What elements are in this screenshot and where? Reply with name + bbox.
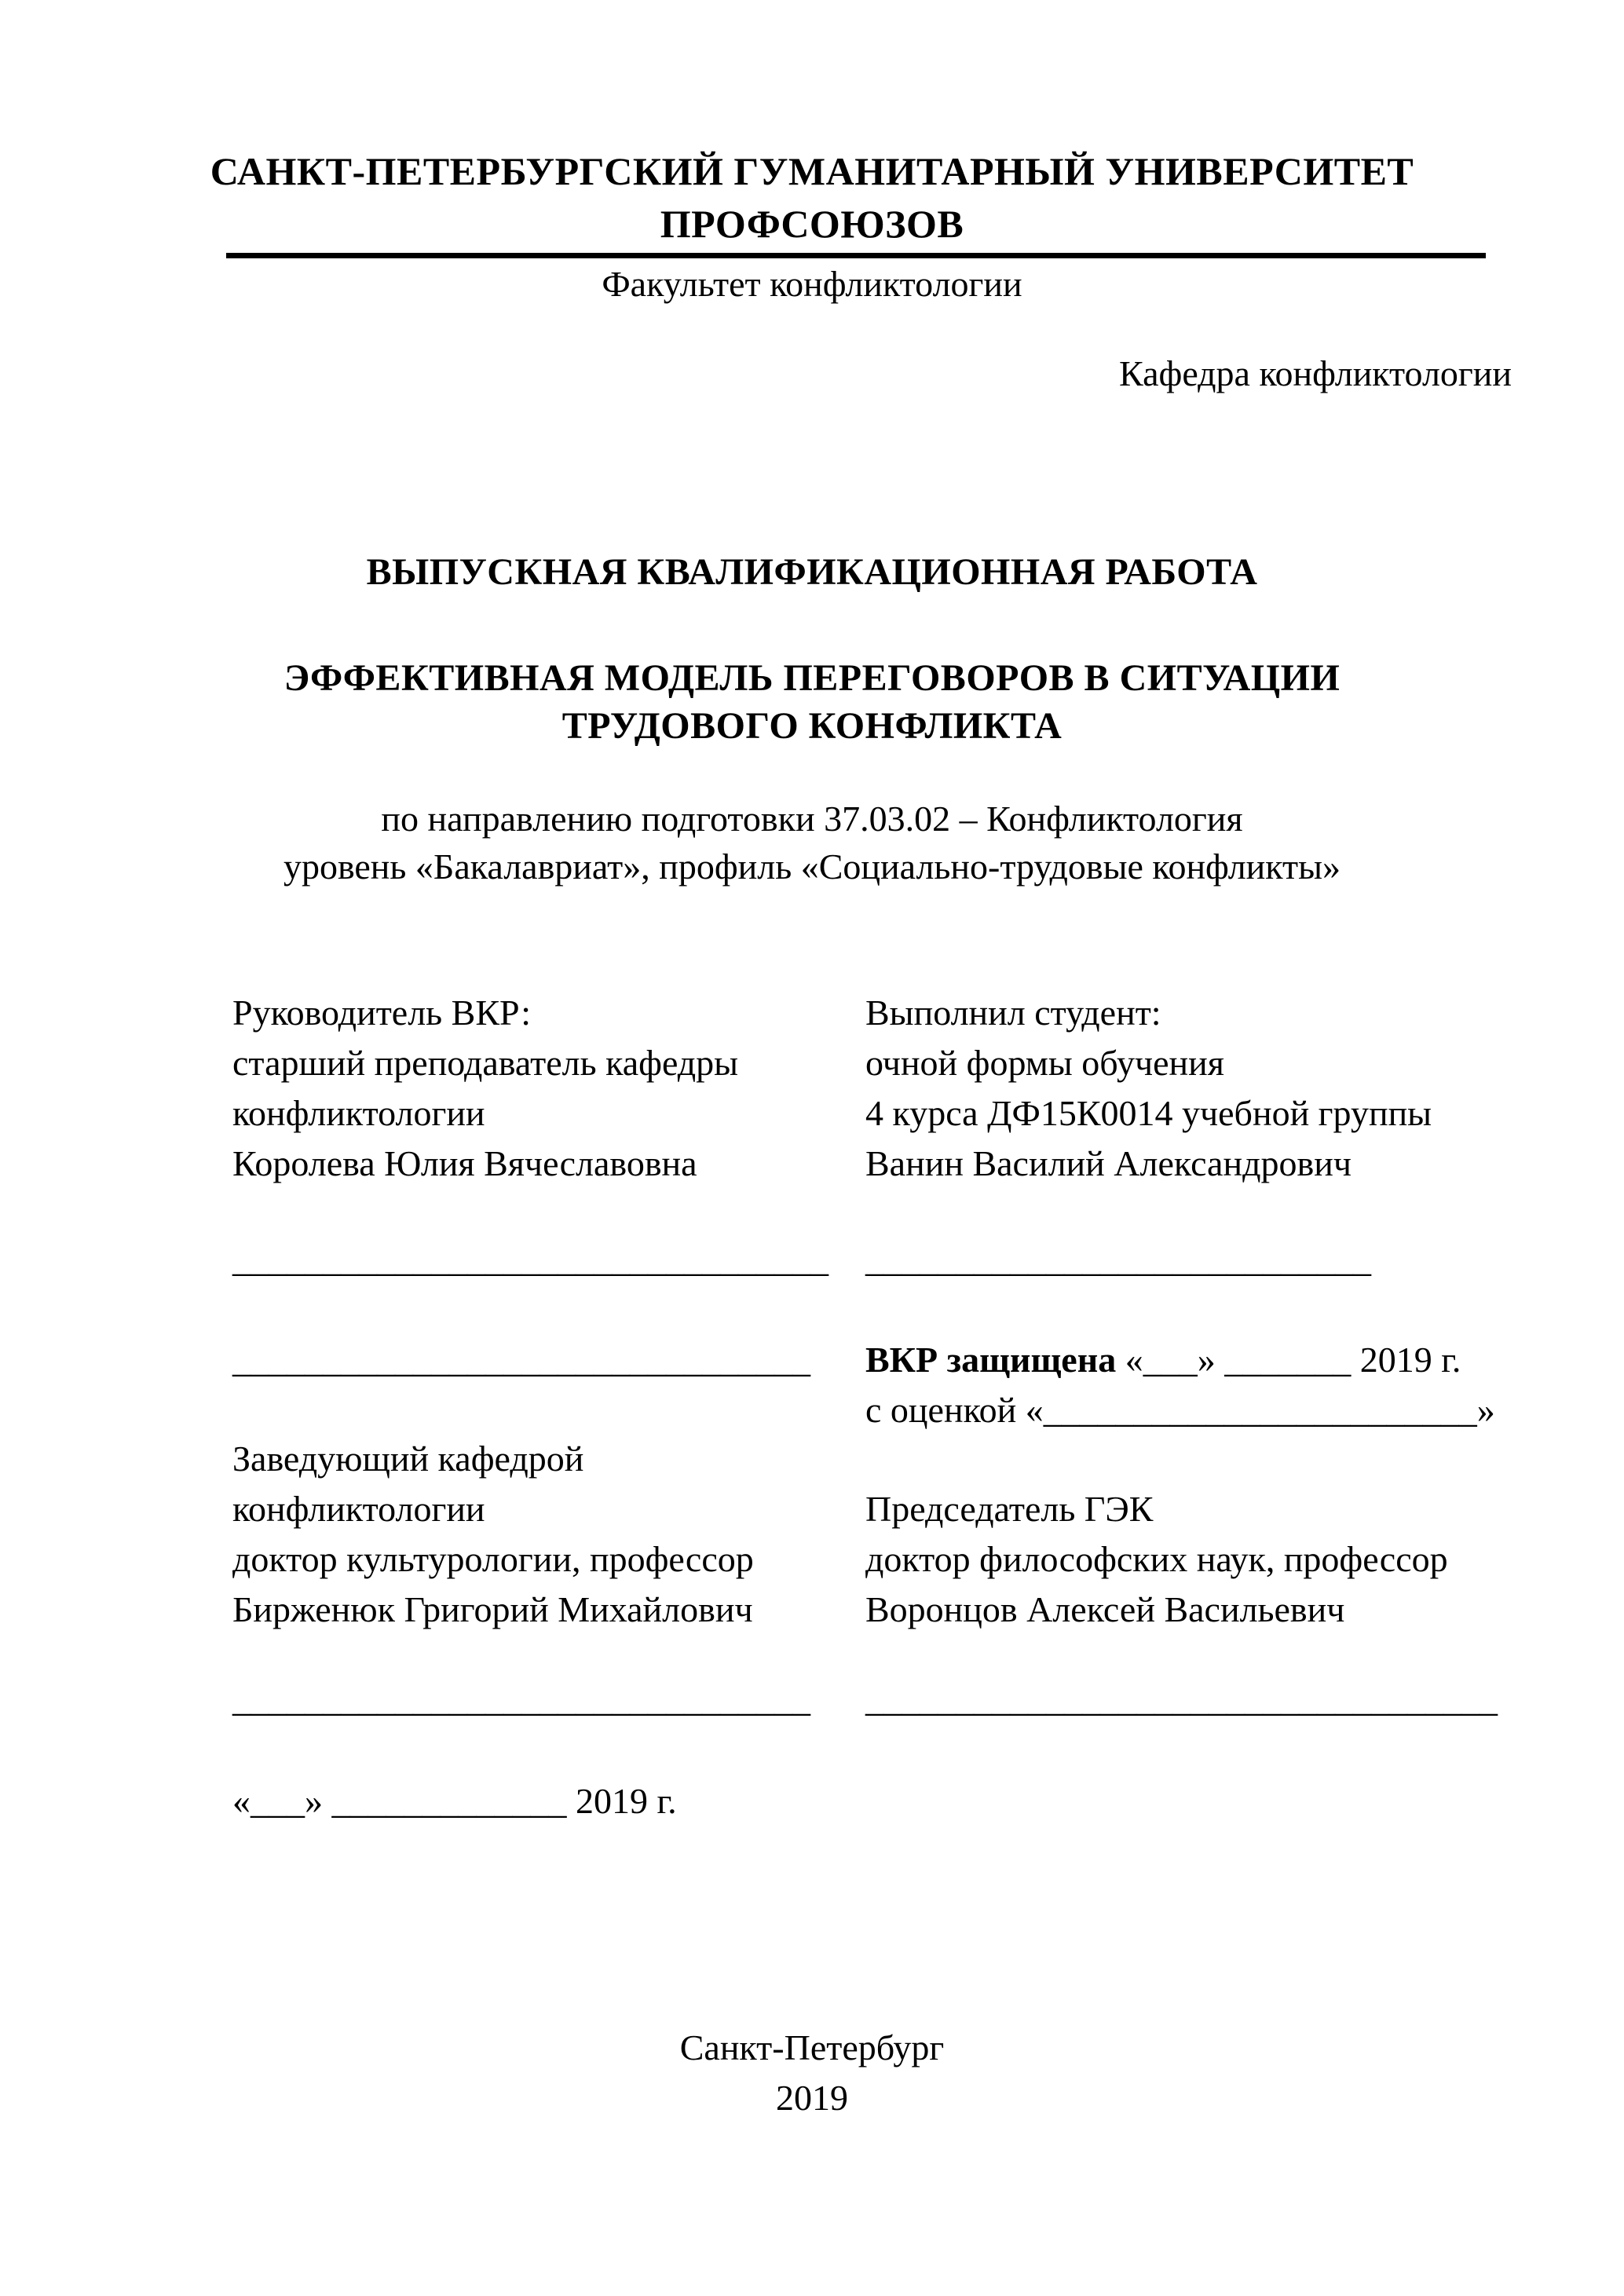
thesis-title-line2: ТРУДОВОГО КОНФЛИКТА <box>561 705 1063 747</box>
student-detail-line2: 4 курса ДФ15К0014 учебной группы <box>865 1093 1432 1133</box>
defense-status-label: ВКР защищена <box>865 1340 1117 1380</box>
department-head-signature-line: ________________________________ <box>232 1679 810 1719</box>
student-block <box>865 988 1432 1189</box>
defense-status-date-blank: «___» _______ 2019 г. <box>1116 1340 1461 1380</box>
gec-chair-signature-line: ___________________________________ <box>865 1679 1498 1719</box>
thesis-title <box>0 654 1624 750</box>
supervisor-role-label: Руководитель ВКР: <box>232 993 532 1033</box>
approval-date-line: «___» _____________ 2019 г. <box>232 1781 677 1821</box>
degree-info <box>0 795 1624 890</box>
supervisor-position-line2: конфликтологии <box>232 1093 485 1133</box>
work-type-heading: ВЫПУСКНАЯ КВАЛИФИКАЦИОННАЯ РАБОТА <box>366 551 1258 593</box>
gec-chair-title: Председатель ГЭК <box>865 1489 1154 1529</box>
degree-level-profile: уровень «Бакалавриат», профиль «Социально-трудовые конфликты» <box>283 846 1341 887</box>
student-role-label: Выполнил студент: <box>865 993 1161 1033</box>
head-blank-signature-line: ________________________________ <box>232 1340 810 1380</box>
gec-chair-name: Воронцов Алексей Васильевич <box>865 1589 1345 1629</box>
supervisor-name: Королева Юлия Вячеславовна <box>232 1143 697 1183</box>
degree-direction: по направлению подготовки 37.03.02 – Конфликтология <box>381 799 1243 839</box>
supervisor-position-line1: старший преподаватель кафедры <box>232 1043 739 1083</box>
header-divider-rule <box>226 253 1486 258</box>
department-head-degree: доктор культурологии, профессор <box>232 1539 754 1579</box>
gec-chair-block <box>865 1484 1448 1635</box>
university-name-line1: САНКТ-ПЕТЕРБУРГСКИЙ ГУМАНИТАРНЫЙ УНИВЕРСИТЕТ <box>210 149 1414 193</box>
student-detail-line1: очной формы обучения <box>865 1043 1224 1083</box>
department-name: Кафедра конфликтологии <box>1119 353 1512 393</box>
thesis-title-line1: ЭФФЕКТИВНАЯ МОДЕЛЬ ПЕРЕГОВОРОВ В СИТУАЦИИ <box>283 657 1341 699</box>
footer-block <box>0 2023 1624 2123</box>
defense-status-block <box>865 1335 1495 1435</box>
supervisor-block <box>232 988 738 1189</box>
supervisor-signature-line: _________________________________ <box>232 1239 828 1279</box>
defense-status-line <box>865 1335 1495 1385</box>
department-head-block <box>232 1434 754 1635</box>
university-name-line2: ПРОФСОЮЗОВ <box>660 202 964 246</box>
department-head-title-line1: Заведующий кафедрой <box>232 1439 584 1479</box>
university-name <box>0 145 1624 250</box>
defense-grade-line: с оценкой «________________________» <box>865 1390 1495 1430</box>
faculty-name: Факультет конфликтологии <box>602 264 1022 304</box>
city-name: Санкт-Петербург <box>679 2027 945 2067</box>
department-head-name: Бирженюк Григорий Михайлович <box>232 1589 753 1629</box>
student-signature-line: ____________________________ <box>865 1239 1371 1279</box>
department-head-title-line2: конфликтологии <box>232 1489 485 1529</box>
publication-year: 2019 <box>776 2078 848 2118</box>
gec-chair-degree: доктор философских наук, профессор <box>865 1539 1448 1579</box>
student-name: Ванин Василий Александрович <box>865 1143 1352 1183</box>
